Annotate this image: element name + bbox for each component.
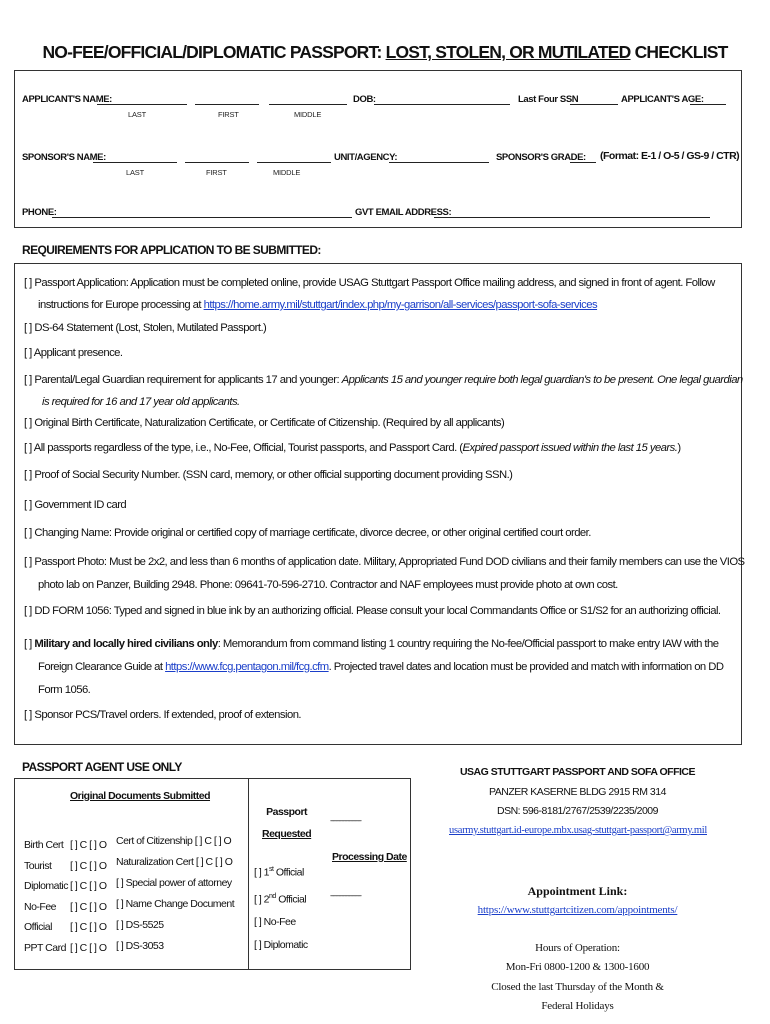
req-orders: [ ] Sponsor PCS/Travel orders. If extended, proof of extension. — [24, 709, 302, 721]
email-label: GVT EMAIL ADDRESS: — [355, 207, 452, 218]
doc-checkbox[interactable]: [ ] C [ ] O — [70, 941, 107, 954]
doc-checkbox[interactable]: [ ] C [ ] O — [70, 900, 107, 913]
requested-diplomatic[interactable]: [ ] Diplomatic — [254, 939, 308, 951]
appointment-label: Appointment Link: — [527, 884, 628, 898]
applicant-age-field[interactable] — [690, 94, 726, 105]
req-ssn: [ ] Proof of Social Security Number. (SSN card, memory, or other official supporting document providing SSN.) — [24, 469, 513, 481]
requirements-heading: REQUIREMENTS FOR APPLICATION TO BE SUBMITTED: — [22, 243, 321, 257]
fcg-link[interactable]: https://www.fcg.pentagon.mil/fcg.cfm — [165, 661, 329, 673]
phone-field[interactable] — [52, 207, 352, 218]
req-application: [ ] Passport Application: Application must be completed online, provide USAG Stuttgart Passport Office mailing address, and signed in front of agent. Follow — [24, 277, 715, 289]
req-ds64: [ ] DS-64 Statement (Lost, Stolen, Mutilated Passport.) — [24, 322, 267, 334]
req-guardian-cont: is required for 16 and 17 year old applicants. — [42, 396, 240, 408]
dob-label: DOB: — [353, 94, 376, 105]
doc-row-right — [116, 831, 234, 957]
req-birth-cert: [ ] Original Birth Certificate, Naturalization Certificate, or Certificate of Citizenship. (Required by all applicants) — [24, 417, 505, 429]
req-name-change: [ ] Changing Name: Provide original or certified copy of marriage certificate, divorce decree, or other original certified court order. — [24, 527, 591, 539]
req-application-cont: instructions for Europe processing at https://home.army.mil/stuttgart/index.php/my-garrison/all-services/passport-sofa-services — [38, 299, 598, 311]
req-photo-cont: photo lab on Panzer, Building 2948. Phone: 09641-70-596-2710. Contractor and NAF employees must provide photo at own cost. — [38, 579, 618, 591]
unit-agency-field[interactable] — [389, 152, 489, 163]
doc-option[interactable]: [ ] Name Change Document — [116, 898, 235, 910]
ssn-field[interactable] — [570, 94, 618, 105]
office-email-link[interactable]: usarmy.stuttgart.id-europe.mbx.usag-stuttgart-passport@army.mil — [449, 825, 707, 836]
req-guardian: [ ] Parental/Legal Guardian requirement for applicants 17 and younger: Applicants 15 and younger require both legal guardian's to be present. One legal guardian — [24, 374, 743, 386]
email-field[interactable] — [434, 207, 710, 218]
requested-options — [254, 858, 308, 957]
doc-option[interactable]: Naturalization Cert [ ] C [ ] O — [116, 856, 233, 868]
dash-line-bottom: --------------------- — [330, 891, 361, 900]
dob-field[interactable] — [374, 94, 510, 105]
processing-date-label: Processing Date — [332, 851, 407, 863]
sponsor-middle-caption: MIDDLE — [273, 168, 301, 177]
docs-heading: Original Documents Submitted — [70, 790, 211, 802]
passport-services-link[interactable]: https://home.army.mil/stuttgart/index.php/my-garrison/all-services/passport-sofa-services — [203, 299, 598, 311]
req-dd1056: [ ] DD FORM 1056: Typed and signed in blue ink by an authorizing official. Please consult your local Commandants Office or S1/S2 for an authorizing official. — [24, 605, 721, 617]
doc-checkbox[interactable]: [ ] C [ ] O — [70, 921, 107, 933]
hours-value: Mon-Fri 0800-1200 & 1300-1600 — [505, 961, 650, 973]
applicant-middle-caption: MIDDLE — [294, 110, 322, 119]
req-memorandum-cont: Foreign Clearance Guide at https://www.fcg.pentagon.mil/fcg.cfm. Projected travel dates and location must be provided and match with information on DD — [38, 661, 724, 673]
doc-option[interactable]: [ ] DS-5525 — [116, 919, 164, 931]
doc-label: Diplomatic — [24, 880, 69, 892]
phone-label: PHONE: — [22, 207, 57, 218]
requested-heading-line1: Passport — [266, 806, 308, 818]
doc-option[interactable]: Cert of Citizenship [ ] C [ ] O — [116, 835, 232, 847]
grade-format-hint: (Format: E-1 / O-5 / GS-9 / CTR) — [600, 150, 740, 162]
doc-label: PPT Card — [24, 941, 66, 954]
applicant-last-caption: LAST — [128, 110, 146, 119]
requested-heading-line2: Requested — [262, 828, 312, 840]
requested-1st-official[interactable]: [ ] 1st Official — [254, 866, 304, 879]
doc-label: No-Fee — [24, 900, 57, 913]
ssn-label: Last Four SSN — [518, 94, 579, 105]
passport-requested-heading — [262, 801, 311, 845]
agent-divider — [248, 778, 249, 969]
office-dsn: DSN: 596-8181/2767/2539/2235/2009 — [497, 805, 658, 817]
page-title: NO-FEE/OFFICIAL/DIPLOMATIC PASSPORT: LOST, STOLEN, OR MUTILATED CHECKLIST — [42, 42, 728, 62]
req-gov-id: [ ] Government ID card — [24, 499, 127, 511]
doc-checkbox[interactable]: [ ] C [ ] O — [70, 859, 107, 872]
doc-label: Official — [24, 921, 52, 933]
doc-label: Tourist — [24, 859, 52, 872]
sponsor-last-caption: LAST — [126, 168, 144, 177]
req-passports: [ ] All passports regardless of the type, i.e., No-Fee, Official, Tourist passports, and Passport Card. (Expired passport issued within the last 15 years.) — [24, 442, 681, 454]
hours-label: Hours of Operation: — [535, 942, 620, 954]
requested-no-fee[interactable]: [ ] No-Fee — [254, 916, 296, 928]
office-address: PANZER KASERNE BLDG 2915 RM 314 — [489, 786, 666, 798]
sponsor-grade-field[interactable] — [570, 152, 596, 163]
req-memorandum-cont2: Form 1056. — [38, 684, 91, 696]
sponsor-grade-label: SPONSOR'S GRADE: — [496, 152, 586, 163]
applicant-first-caption: FIRST — [218, 110, 239, 119]
doc-option[interactable]: [ ] DS-3053 — [116, 940, 164, 952]
requested-2nd-official[interactable]: [ ] 2nd Official — [254, 892, 307, 905]
sponsor-name-label: SPONSOR'S NAME: — [22, 152, 106, 163]
doc-row-labels — [24, 835, 68, 958]
appointment-link[interactable]: https://www.stuttgartcitizen.com/appointments/ — [477, 904, 678, 916]
doc-checkbox[interactable]: [ ] C [ ] O — [70, 839, 107, 851]
doc-checkbox[interactable]: [ ] C [ ] O — [70, 880, 107, 892]
req-photo: [ ] Passport Photo: Must be 2x2, and less than 6 months of application date. Military, Appropriated Fund DOD civilians and their family members can use the VIOS — [24, 556, 745, 568]
applicant-middle-field[interactable] — [269, 94, 347, 105]
agent-heading: PASSPORT AGENT USE ONLY — [22, 760, 182, 774]
sponsor-first-caption: FIRST — [206, 168, 227, 177]
doc-row-marks — [70, 835, 107, 958]
applicant-name-label: APPLICANT'S NAME: — [22, 94, 112, 105]
office-heading: USAG STUTTGART PASSPORT AND SOFA OFFICE — [459, 766, 696, 778]
applicant-first-field[interactable] — [195, 94, 259, 105]
applicant-age-label: APPLICANT'S AGE: — [621, 94, 704, 105]
dash-line-top: --------------------- — [330, 816, 361, 825]
closed-note: Closed the last Thursday of the Month & — [491, 981, 664, 993]
sponsor-last-field[interactable] — [93, 152, 177, 163]
req-presence: [ ] Applicant presence. — [24, 347, 123, 359]
closed-note-cont: Federal Holidays — [541, 1000, 614, 1012]
sponsor-middle-field[interactable] — [257, 152, 331, 163]
unit-agency-label: UNIT/AGENCY: — [334, 152, 398, 163]
req-memorandum: [ ] Military and locally hired civilians only: Memorandum from command listing 1 country requiring the No-fee/Official passport to make entry IAW with the — [24, 638, 719, 650]
applicant-last-field[interactable] — [97, 94, 187, 105]
doc-option[interactable]: [ ] Special power of attorney — [116, 877, 232, 889]
sponsor-first-field[interactable] — [185, 152, 249, 163]
doc-label: Birth Cert — [24, 839, 64, 851]
